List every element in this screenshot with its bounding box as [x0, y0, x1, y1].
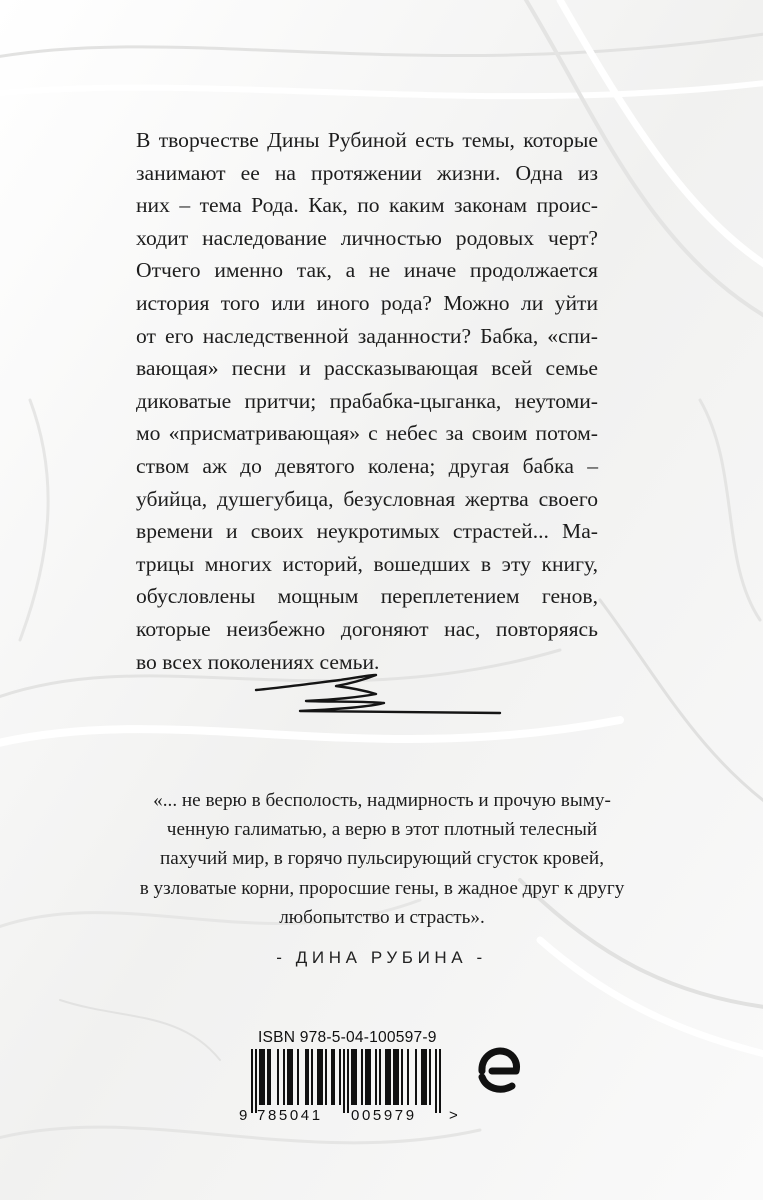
barcode-bar [401, 1049, 403, 1105]
barcode-bar [407, 1049, 409, 1105]
barcode-bar [379, 1049, 381, 1105]
author-name: - ДИНА РУБИНА - [276, 948, 487, 967]
barcode-bar [267, 1049, 269, 1105]
blurb-line: которые неизбежно догоняют нас, повторяясь [136, 616, 598, 641]
barcode-bar [389, 1049, 391, 1105]
barcode-bar [393, 1049, 395, 1105]
barcode-arrow: > [449, 1107, 458, 1124]
blurb-line: убийца, душегубица, безусловная жертва своего [136, 486, 598, 511]
blurb-line: Отчего именно так, а не иначе продолжается [136, 258, 598, 283]
barcode-bar [325, 1049, 327, 1105]
barcode-bar [369, 1049, 371, 1105]
barcode-bar [277, 1049, 279, 1105]
barcode-bar [339, 1049, 341, 1105]
blurb-line: вающая» песни и рассказывающая всей семье [136, 356, 598, 381]
barcode-bar [351, 1049, 353, 1105]
blurb-text [136, 124, 598, 678]
quote-line: любопытство и страсть». [279, 906, 485, 928]
barcode-bar [297, 1049, 299, 1105]
barcode-bar [423, 1049, 425, 1105]
barcode-bar [361, 1049, 363, 1105]
barcode-bar [365, 1049, 367, 1105]
barcode-bar [269, 1049, 271, 1105]
barcode-bar [367, 1049, 369, 1105]
blurb-line: обусловлены мощным переплетением генов, [136, 584, 598, 609]
eksmo-logo-icon [468, 1041, 524, 1097]
blurb-line: трицы многих историй, вошедших в эту книгу, [136, 551, 598, 576]
barcode-bar [375, 1049, 377, 1105]
blurb-line: ством аж до девятого колена; другая бабка – [136, 453, 598, 478]
barcode-right-group: 005979 [351, 1107, 417, 1124]
quote-line: в узловатые корни, проросшие гены, в жадное друг к другу [139, 877, 625, 899]
blurb-line: мо «присматривающая» с небес за своим потом- [136, 421, 598, 446]
blurb-line: времени и своих неукротимых страстей... Ма- [136, 519, 598, 544]
blurb-line: них – тема Рода. Как, по каким законам проис- [136, 193, 598, 218]
barcode-bar [395, 1049, 397, 1105]
barcode-bar [311, 1049, 313, 1105]
barcode-bar [429, 1049, 431, 1105]
barcode-bar [343, 1049, 345, 1113]
barcode-bar [251, 1049, 253, 1113]
barcode-bar [307, 1049, 309, 1105]
barcode-bar [317, 1049, 319, 1105]
barcode-bar [283, 1049, 285, 1105]
barcode-bar [319, 1049, 321, 1105]
isbn-label: ISBN 978-5-04-100597-9 [258, 1029, 437, 1046]
barcode-bar [347, 1049, 349, 1113]
barcode-bar [255, 1049, 257, 1113]
author-quote [95, 786, 669, 932]
barcode-bar [289, 1049, 291, 1105]
barcode-bar [385, 1049, 387, 1105]
barcode-bar [415, 1049, 417, 1105]
blurb-line: во всех поколениях семьи. [136, 649, 380, 674]
quote-line: «... не верю в бесполость, надмирность и прочую выму- [153, 790, 611, 811]
barcode-bar [425, 1049, 427, 1105]
quote-line: ченную галиматью, а верю в этот плотный телесный [166, 819, 598, 841]
blurb-line: история того или иного рода? Можно ли уйти [136, 290, 598, 315]
blurb-line: диковатые притчи; прабабка-цыганка, неутоми- [136, 388, 598, 413]
barcode-bar [333, 1049, 335, 1105]
barcode-bar [387, 1049, 389, 1105]
barcode-bar [305, 1049, 307, 1105]
barcode-bar [331, 1049, 333, 1105]
blurb-line: от его наследственной заданности? Бабка, «спи- [136, 323, 598, 348]
signature-mark [248, 662, 510, 718]
barcode-first-digit: 9 [239, 1107, 248, 1124]
barcode-bar [353, 1049, 355, 1105]
barcode-bar [287, 1049, 289, 1105]
barcode-bar [421, 1049, 423, 1105]
barcode-bar [259, 1049, 261, 1105]
blurb-line: занимают ее на протяжении жизни. Одна из [136, 160, 598, 185]
barcode-bar [261, 1049, 263, 1105]
barcode-bar [355, 1049, 357, 1105]
barcode-bar [435, 1049, 437, 1113]
barcode-left-group: 785041 [257, 1107, 323, 1124]
quote-line: пахучий мир, в горячо пульсирующий сгусток кровей, [159, 848, 604, 870]
barcode-bar [263, 1049, 265, 1105]
blurb-line: ходит наследование личностью родовых черт? [136, 225, 598, 250]
barcode-bar [321, 1049, 323, 1105]
barcode-bar [291, 1049, 293, 1105]
blurb-line: В творчестве Дины Рубиной есть темы, которые [136, 128, 598, 152]
barcode-bar [397, 1049, 399, 1105]
barcode-bar [439, 1049, 441, 1113]
